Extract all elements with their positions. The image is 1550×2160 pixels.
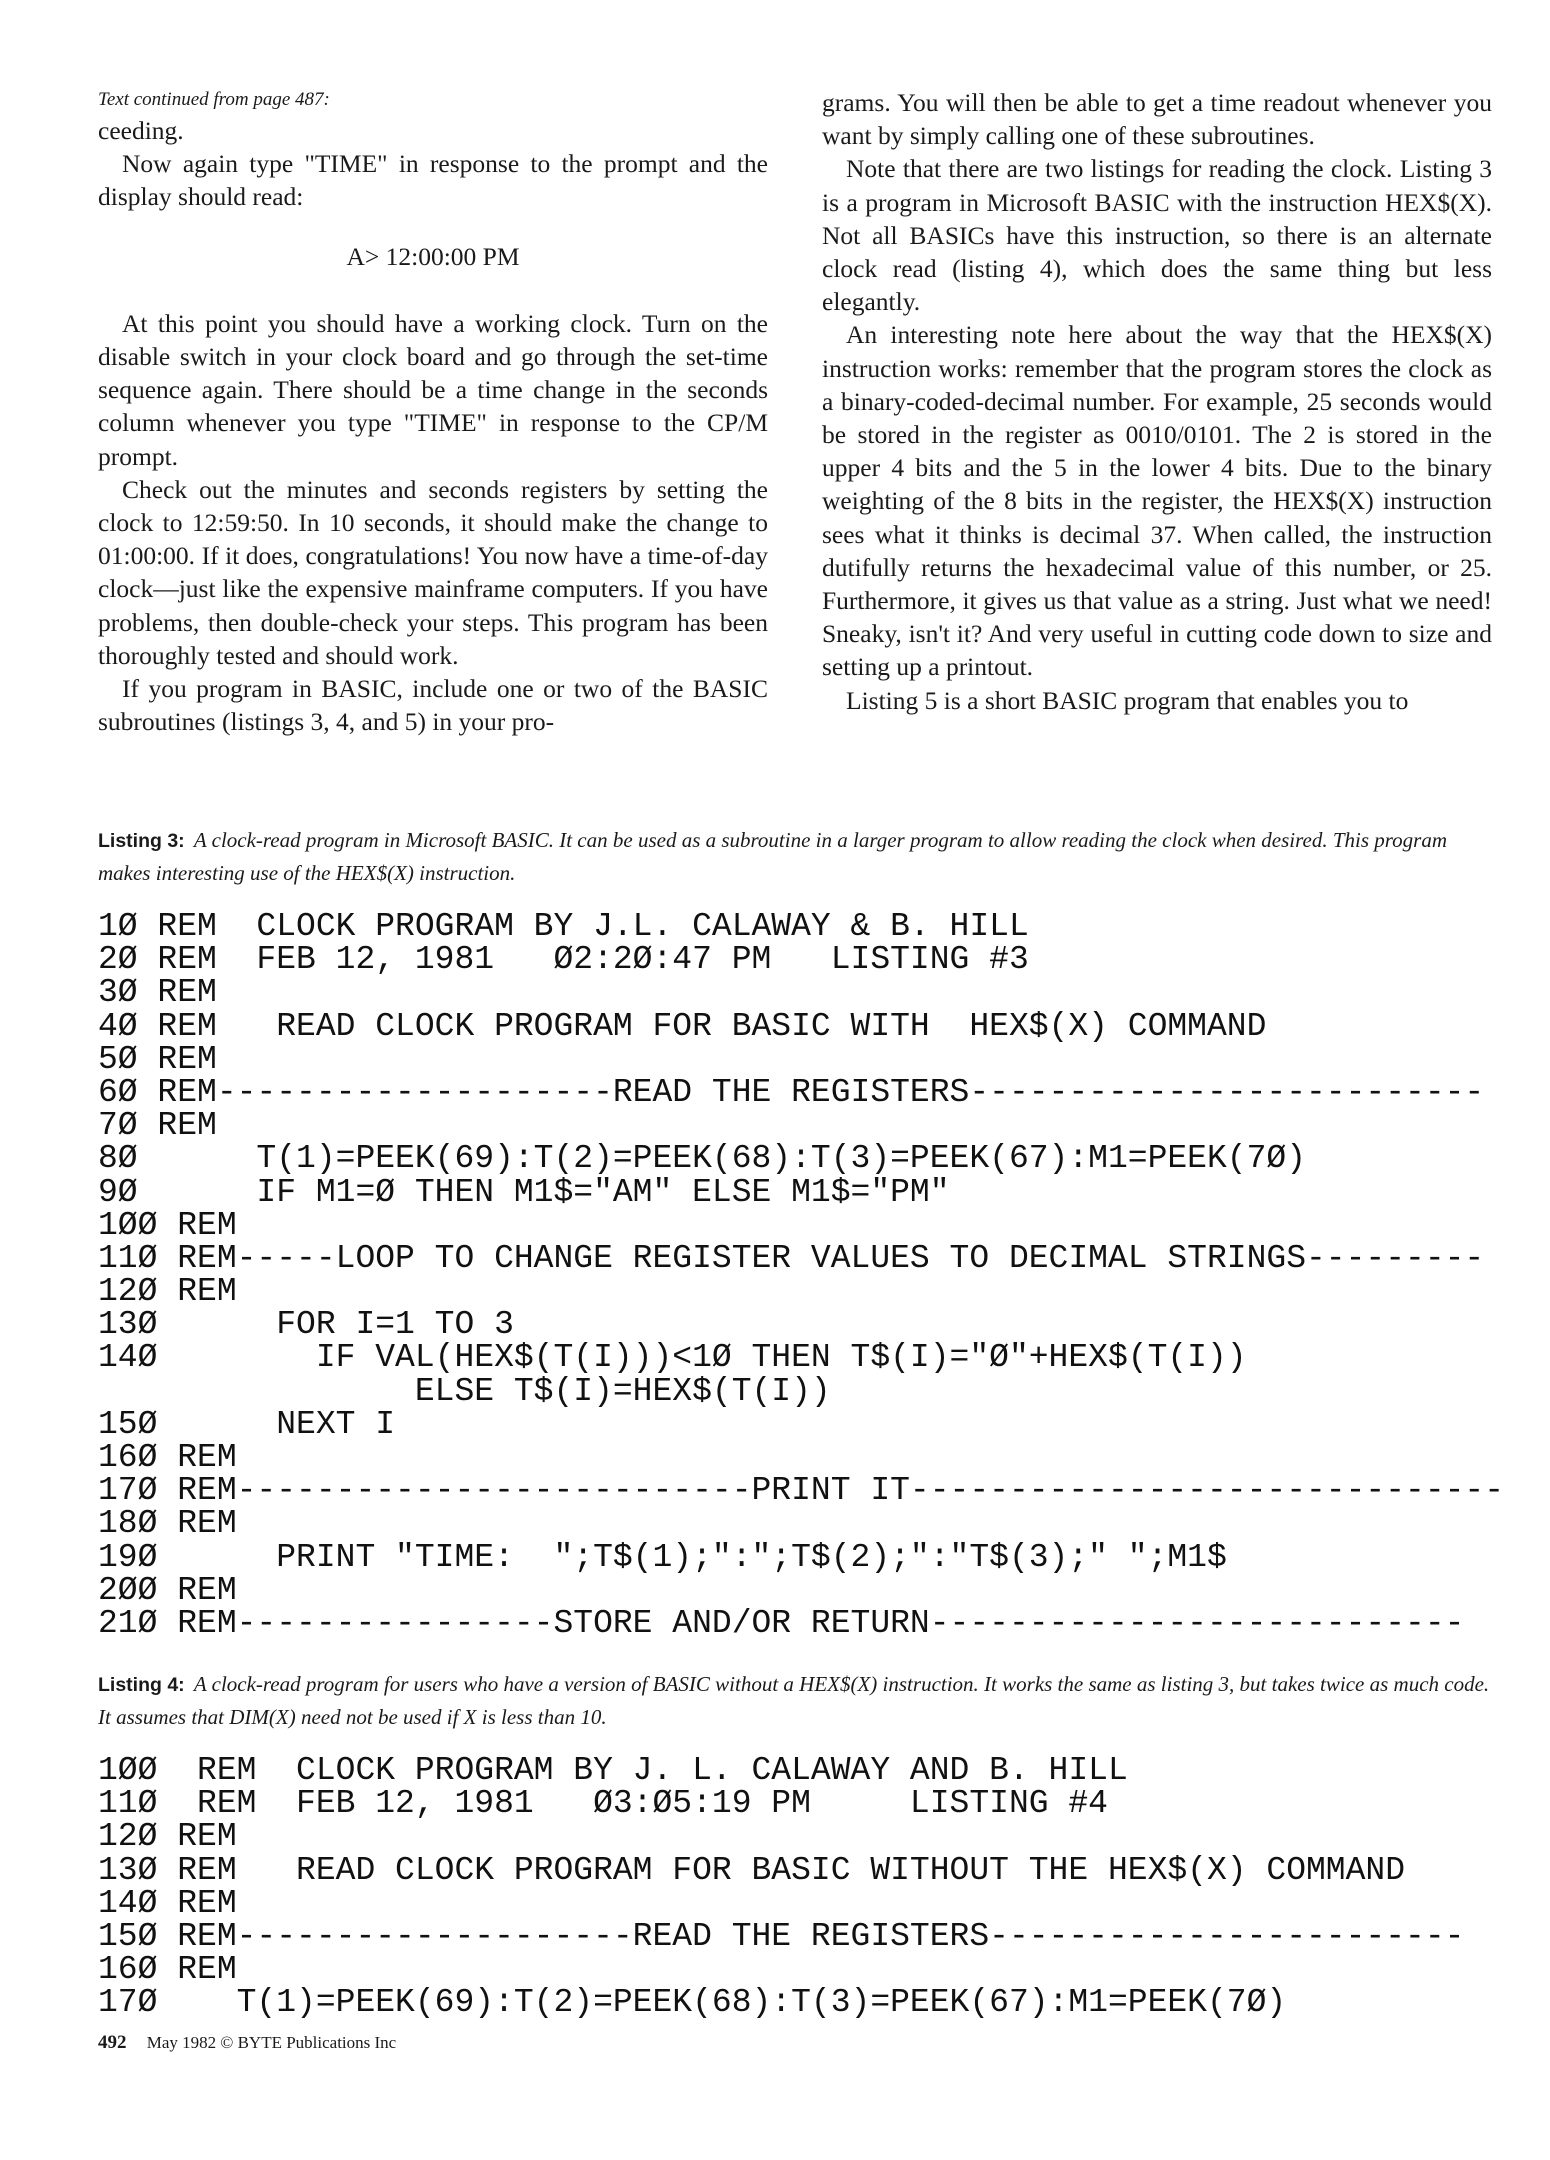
- listing-3-caption: [98, 824, 1498, 889]
- code-line: 5Ø REM: [98, 1040, 217, 1078]
- code-line: 11Ø REM-----LOOP TO CHANGE REGISTER VALUES TO DECIMAL STRINGS---------: [98, 1239, 1485, 1277]
- code-line: 17Ø T(1)=PEEK(69):T(2)=PEEK(68):T(3)=PEEK(67):M1=PEEK(7Ø): [98, 1984, 1287, 2022]
- code-line: 15Ø REM--------------------READ THE REGISTERS------------------------: [98, 1917, 1465, 1955]
- code-line: 13Ø FOR I=1 TO 3: [98, 1306, 514, 1344]
- code-line: 12Ø REM: [98, 1818, 237, 1856]
- code-line: 15Ø NEXT I: [98, 1405, 396, 1443]
- code-line: 4Ø REM READ CLOCK PROGRAM FOR BASIC WITH HEX$(X) COMMAND: [98, 1007, 1267, 1045]
- code-line: 8Ø T(1)=PEEK(69):T(2)=PEEK(68):T(3)=PEEK(67):M1=PEEK(7Ø): [98, 1140, 1306, 1178]
- code-line: 14Ø REM: [98, 1884, 237, 1922]
- footer-credit: May 1982 © BYTE Publications Inc: [146, 2033, 397, 2052]
- paragraph: Check out the minutes and seconds registers by setting the clock to 12:59:50. In 10 seconds, it should make the change to 01:00:00. If it does, congratulations! You now have a time-of-day clock—just like the expensive mainframe computers. If you have problems, then double-check your steps. This program has been thoroughly tested and should work.: [98, 474, 768, 670]
- code-line: 3Ø REM: [98, 974, 217, 1012]
- right-text-column: [822, 86, 1492, 717]
- code-line: 9Ø IF M1=Ø THEN M1$="AM" ELSE M1$="PM": [98, 1173, 950, 1211]
- paragraph: At this point you should have a working clock. Turn on the disable switch in your clock board and go through the set-time sequence again. There should be a time change in the seconds column whenever you type "TIME" in response to the CP/M prompt.: [98, 308, 768, 471]
- code-line: 11Ø REM FEB 12, 1981 Ø3:Ø5:19 PM LISTING #4: [98, 1785, 1108, 1823]
- listing-label: Listing 3:: [98, 830, 185, 852]
- page-footer: [98, 2032, 396, 2054]
- code-line: 19Ø PRINT "TIME: ";T$(1);":";T$(2);":"T$(3);" ";M1$: [98, 1538, 1227, 1576]
- listing-label: Listing 4:: [98, 1674, 185, 1696]
- caption-text: A clock-read program for users who have a version of BASIC without a HEX$(X) instruction. It works the same as listing 3, but takes twice as much code. It assumes that DIM(X) need not be used if X is less than 10.: [98, 1672, 1490, 1729]
- paragraph: Now again type "TIME" in response to the prompt and the display should read:: [98, 149, 768, 212]
- code-line: 6Ø REM--------------------READ THE REGISTERS--------------------------: [98, 1073, 1485, 1111]
- code-line: ELSE T$(I)=HEX$(T(I)): [98, 1372, 831, 1410]
- code-line: 1Ø REM CLOCK PROGRAM BY J.L. CALAWAY & B. HILL: [98, 908, 1029, 945]
- paragraph: grams. You will then be able to get a time readout whenever you want by simply calling one of these subroutines.: [822, 88, 1492, 151]
- paragraph: An interesting note here about the way that the HEX$(X) instruction works: remember that the program stores the clock as a binary-coded-decimal number. For example, 25 seconds would be stored in the register as 0010/0101. The 2 is stored in the upper 4 bits and the 5 in the lower 4 bits. Due to the binary weighting of the 8 bits in the register, the HEX$(X) instruction sees what it thinks is decimal 37. When called, the instruction dutifully returns the hexadecimal value of this number, or 25. Furthermore, it gives us that value as a string. Just what we need! Sneaky, isn't it? And very useful in cutting code down to size and setting up a printout.: [822, 320, 1492, 682]
- code-line: 21Ø REM----------------STORE AND/OR RETURN---------------------------: [98, 1604, 1465, 1642]
- code-line: 1ØØ REM CLOCK PROGRAM BY J. L. CALAWAY AND B. HILL: [98, 1752, 1128, 1789]
- display-readout: A> 12:00:00 PM: [346, 241, 520, 271]
- caption-text: A clock-read program in Microsoft BASIC. It can be used as a subroutine in a larger program to allow reading the clock when desired. This program makes interesting use of the HEX$(X) instruction.: [98, 828, 1448, 885]
- listing-3-code: [98, 910, 1504, 1640]
- code-line: 1ØØ REM: [98, 1206, 237, 1244]
- code-line: 18Ø REM: [98, 1505, 237, 1543]
- page-number: 492: [98, 2032, 127, 2053]
- paragraph: ceeding.: [98, 116, 184, 145]
- code-line: 7Ø REM: [98, 1107, 217, 1145]
- paragraph: If you program in BASIC, include one or two of the BASIC subroutines (listings 3, 4, and 5) in your pro-: [98, 674, 768, 737]
- continued-note: Text continued from page 487:: [98, 89, 330, 110]
- code-line: 14Ø IF VAL(HEX$(T(I)))<1Ø THEN T$(I)="Ø"+HEX$(T(I)): [98, 1339, 1247, 1377]
- paragraph: Listing 5 is a short BASIC program that enables you to: [846, 685, 1409, 715]
- code-line: 13Ø REM READ CLOCK PROGRAM FOR BASIC WITHOUT THE HEX$(X) COMMAND: [98, 1851, 1406, 1889]
- left-text-column: [98, 86, 768, 738]
- paragraph: Note that there are two listings for reading the clock. Listing 3 is a program in Microsoft BASIC with the instruction HEX$(X). Not all BASICs have this instruction, so there is an alternate clock read (listing 4), which does the same thing but less elegantly.: [822, 154, 1492, 317]
- code-line: 16Ø REM: [98, 1951, 237, 1989]
- code-line: 2ØØ REM: [98, 1571, 237, 1609]
- code-line: 12Ø REM: [98, 1273, 237, 1311]
- listing-4-caption: [98, 1668, 1498, 1733]
- code-line: 16Ø REM: [98, 1439, 237, 1476]
- code-line: 17Ø REM--------------------------PRINT IT------------------------------: [98, 1472, 1505, 1510]
- listing-4-code: [98, 1754, 1464, 2020]
- code-line: 2Ø REM FEB 12, 1981 Ø2:2Ø:47 PM LISTING #3: [98, 941, 1029, 979]
